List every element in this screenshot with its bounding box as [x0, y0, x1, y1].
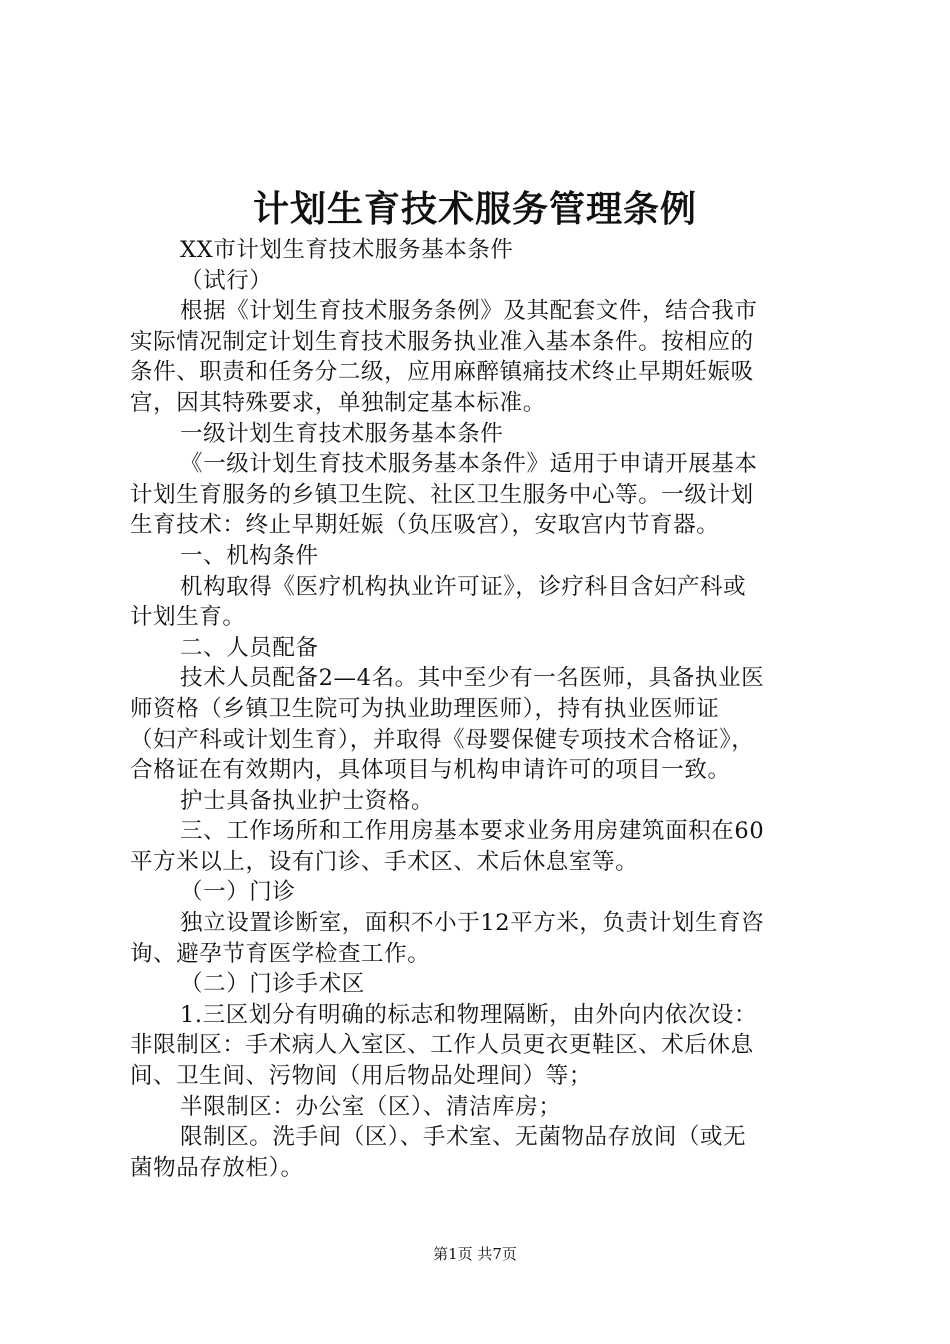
text-line: （妇产科或计划生育），并取得《母婴保健专项技术合格证》， [130, 726, 755, 753]
text-line: 三、工作场所和工作用房基本要求业务用房建筑面积在60 [180, 818, 765, 845]
text-line: 一级计划生育技术服务基本条件 [180, 420, 504, 447]
text-line: 1.三区划分有明确的标志和物理隔断，由外向内依次设： [180, 1001, 758, 1028]
text-line: 限制区。洗手间（区）、手术室、无菌物品存放间（或无 [180, 1124, 747, 1151]
text-line: 半限制区：办公室（区）、清洁库房； [180, 1093, 562, 1120]
text-line: 师资格（乡镇卫生院可为执业助理医师），持有执业医师证 [130, 695, 720, 722]
page-footer: 第1页 共7页 [433, 1245, 517, 1263]
text-line: 独立设置诊断室，面积不小于12平方米，负责计划生育咨 [180, 910, 765, 937]
text-line: 平方米以上，设有门诊、手术区、术后休息室等。 [130, 848, 639, 875]
text-line: 技术人员配备2—4名。其中至少有一名医师，具备执业医 [180, 665, 765, 692]
text-line: （一）门诊 [180, 879, 296, 906]
text-line: 机构取得《医疗机构执业许可证》，诊疗科目含妇产科或 [180, 573, 747, 600]
text-line: 询、避孕节育医学检查工作。 [130, 940, 431, 967]
document-body [130, 235, 830, 1183]
text-line: 护士具备执业护士资格。 [180, 787, 435, 814]
text-line: 实际情况制定计划生育技术服务执业准入基本条件。按相应的 [130, 328, 754, 355]
text-line: 合格证在有效期内，具体项目与机构申请许可的项目一致。 [130, 757, 731, 784]
text-line: 非限制区：手术病人入室区、工作人员更衣更鞋区、术后休息 [130, 1032, 754, 1059]
text-line: 间、卫生间、污物间（用后物品处理间）等； [130, 1063, 593, 1090]
text-line: 生育技术：终止早期妊娠（负压吸宫），安取宫内节育器。 [130, 512, 720, 539]
text-line: （试行） [180, 267, 273, 294]
text-line: 一、机构条件 [180, 542, 319, 569]
text-line: 计划生育。 [130, 604, 246, 631]
document-title: 计划生育技术服务管理条例 [252, 189, 697, 230]
text-line: 根据《计划生育技术服务条例》及其配套文件，结合我市 [180, 298, 758, 325]
text-line: 宫，因其特殊要求，单独制定基本标准。 [130, 389, 546, 416]
text-line: XX市计划生育技术服务基本条件 [180, 237, 514, 263]
text-line: （二）门诊手术区 [180, 971, 365, 998]
text-line: 《一级计划生育技术服务基本条件》适用于申请开展基本 [180, 451, 758, 478]
text-line: 计划生育服务的乡镇卫生院、社区卫生服务中心等。一级计划 [130, 481, 754, 508]
text-line: 菌物品存放柜）。 [130, 1154, 304, 1181]
text-line: 二、人员配备 [180, 634, 319, 661]
text-line: 条件、职责和任务分二级，应用麻醉镇痛技术终止早期妊娠吸 [130, 359, 754, 386]
